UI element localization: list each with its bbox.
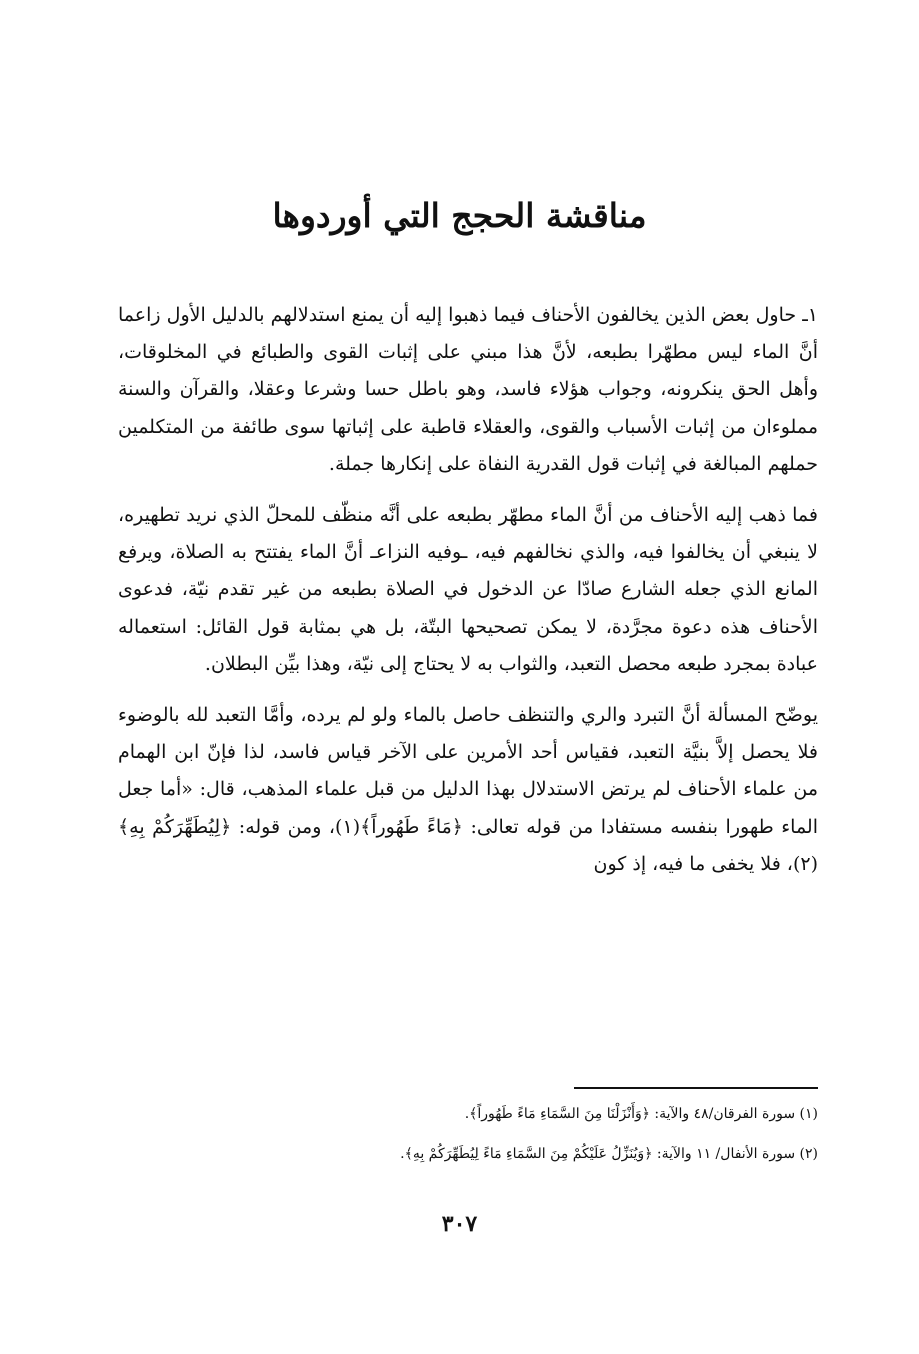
paragraph-1: ١ـ حاول بعض الذين يخالفون الأحناف فيما ذهبوا إليه أن يمنع استدلالهم بالدليل الأول زاعما أنَّ الماء ليس مطهّرا بطبعه، لأنَّ هذا مبني على إثبات القوى والطبائع في المخلوقات، وأهل الحق ينكرونه، وجواب هؤلاء فاسد، وهو باطل حسا وشرعا وعقلا، والقرآن والسنة مملوءان من إثبات الأسباب والقوى، والعقلاء قاطبة على إثباتها سوى طائفة من المتكلمين حملهم المبالغة في إثبات قول القدرية النفاة على إنكارها جملة. [118, 304, 818, 475]
paragraph-3: يوضّح المسألة أنَّ التبرد والري والتنظف حاصل بالماء ولو لم يرده، وأمَّا التعبد لله بالوضوء فلا يحصل إلاَّ بنيَّة التعبد، فقياس أحد الأمرين على الآخر قياس فاسد، لذا فإنّ ابن الهمام من علماء الأحناف لم يرتض الاستدلال بهذا الدليل من قبل علماء المذهب، قال: «أما جعل الماء طهورا بنفسه مستفادا من قوله تعالى: ﴿مَاءً طَهُوراً﴾(١)، ومن قوله: ﴿لِيُطَهِّرَكُمْ بِهِ﴾(٢)، فلا يخفى ما فيه، إذ كون [118, 704, 818, 875]
footnotes [118, 1094, 818, 1174]
body-text [118, 297, 818, 883]
page-title: مناقشة الحجج التي أوردوها [272, 196, 647, 235]
footnote-2: (٢) سورة الأنفال/ ١١ والآية: ﴿وَيُنَزِّلُ عَلَيْكُمْ مِنَ السَّمَاءِ مَاءً لِيُطَهِّرَكُمْ بِهِ﴾. [400, 1146, 818, 1162]
paragraph-2: فما ذهب إليه الأحناف من أنَّ الماء مطهّر بطبعه على أنَّه منظّف للمحلّ الذي نريد تطهيره، لا ينبغي أن يخالفوا فيه، والذي نخالفهم فيه، ـوفيه النزاعـ أنَّ الماء يفتتح به الصلاة، ويرفع المانع الذي جعله الشارع صادّا عن الدخول في الصلاة بطبعه من غير تقدم نيّة، فدعوى الأحناف هذه دعوة مجرَّدة، لا يمكن تصحيحها البتّة، بل هي بمثابة قول القائل: استعماله عبادة بمجرد طبعه محصل التعبد، والثواب به لا يحتاج إلى نيّة، وهذا بيِّن البطلان. [118, 504, 818, 675]
footnote-1: (١) سورة الفرقان/٤٨ والآية: ﴿وَأَنْزَلْنَا مِنَ السَّمَاءِ مَاءً طَهُوراً﴾. [464, 1106, 818, 1122]
page-number: ٣٠٧ [441, 1211, 478, 1237]
footnote-separator [574, 1087, 818, 1089]
